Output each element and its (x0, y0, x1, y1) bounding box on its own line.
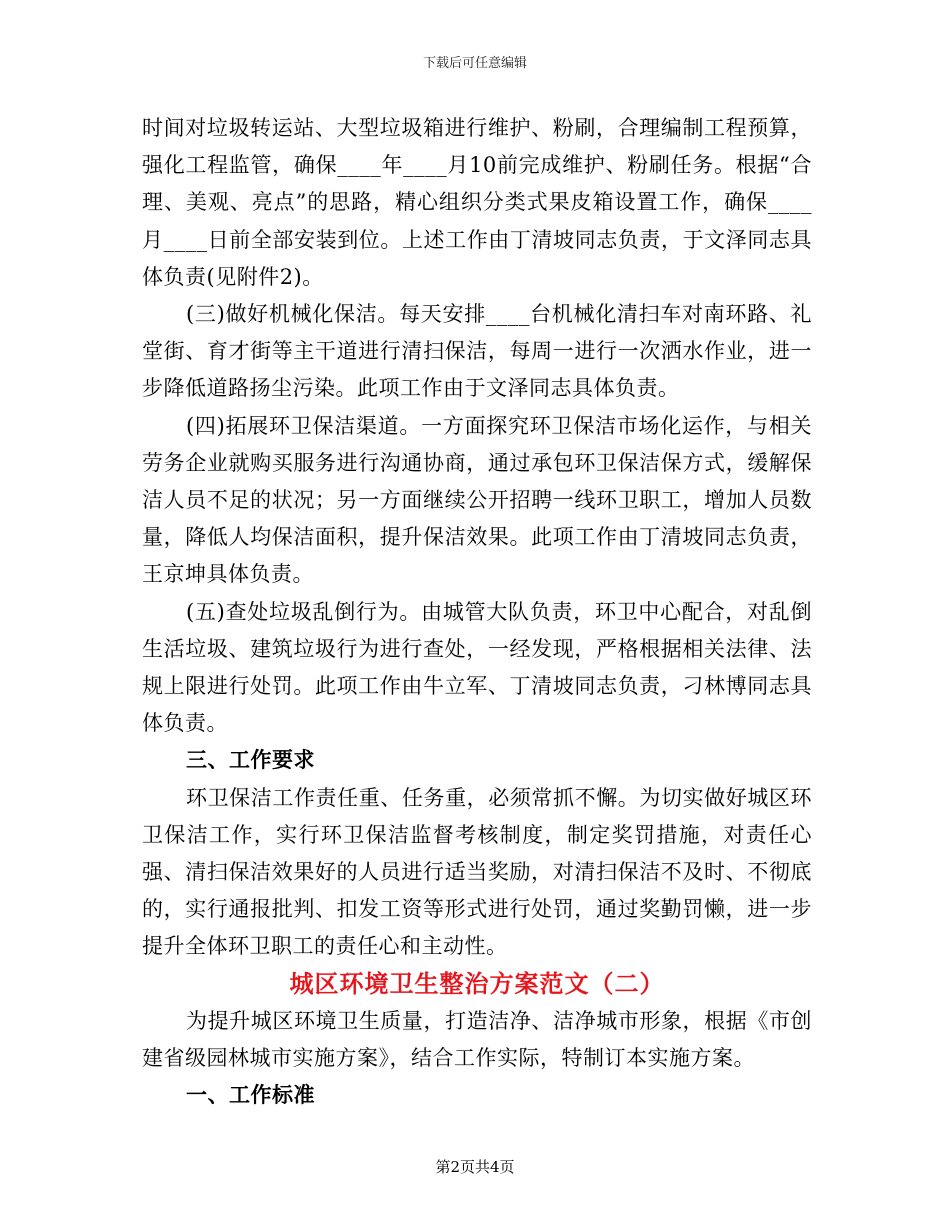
paragraph-expand-channels: (四)拓展环卫保洁渠道。一方面探究环卫保洁市场化运作，与相关劳务企业就购买服务进行沟通协商，通过承包环卫保洁保方式，缓解保洁人员不足的状况；另一方面继续公开招聘一线环卫职工，增加人员数量，降低人均保洁面积，提升保洁效果。此项工作由丁清坡同志负责，王京坤具体负责。 (142, 413, 812, 587)
document-title: 城区环境卫生整治方案范文（二） (289, 969, 665, 998)
section-heading-work-standards: 一、工作标准 (186, 1083, 315, 1108)
paragraph-mechanical-cleaning: (三)做好机械化保洁。每天安排____台机械化清扫车对南环路、礼堂街、育才街等主干道进行清扫保洁，每周一进行一次洒水作业，进一步降低道路扬尘污染。此项工作由于文泽同志具体负责。 (142, 302, 812, 401)
paragraph-requirements: 环卫保洁工作责任重、任务重，必须常抓不懈。为切实做好城区环卫保洁工作，实行环卫保洁监督考核制度，制定奖罚措施，对责任心强、清扫保洁效果好的人员进行适当奖励，对清扫保洁不及时、不彻底的，实行通报批判、扣发工资等形式进行处罚，通过奖勤罚懒，进一步提升全体环卫职工的责任心和主动性。 (142, 785, 812, 959)
section-heading-work-requirements: 三、工作要求 (186, 748, 315, 773)
paragraph-illegal-dumping: (五)查处垃圾乱倒行为。由城管大队负责，环卫中心配合，对乱倒生活垃圾、建筑垃圾行为进行查处，一经发现，严格根据相关法律、法规上限进行处罚。此项工作由牛立军、丁清坡同志负责，刁林博同志具体负责。 (142, 599, 812, 736)
page-header: 下载后可任意编辑 (422, 56, 527, 71)
page-footer: 第2页共4页 (435, 1158, 515, 1176)
paragraph-intro: 为提升城区环境卫生质量，打造洁净、洁净城市形象，根据《市创建省级园林城市实施方案》，结合工作实际，特制订本实施方案。 (142, 1008, 812, 1071)
document-body (142, 110, 812, 1114)
paragraph-maintenance: 时间对垃圾转运站、大型垃圾箱进行维护、粉刷，合理编制工程预算，强化工程监管，确保____年____月10前完成维护、粉刷任务。根据“合理、美观、亮点”的思路，精心组织分类式果皮箱设置工作，确保____月____日前全部安装到位。上述工作由丁清坡同志负责，于文泽同志具体负责(见附件2)。 (142, 116, 812, 289)
